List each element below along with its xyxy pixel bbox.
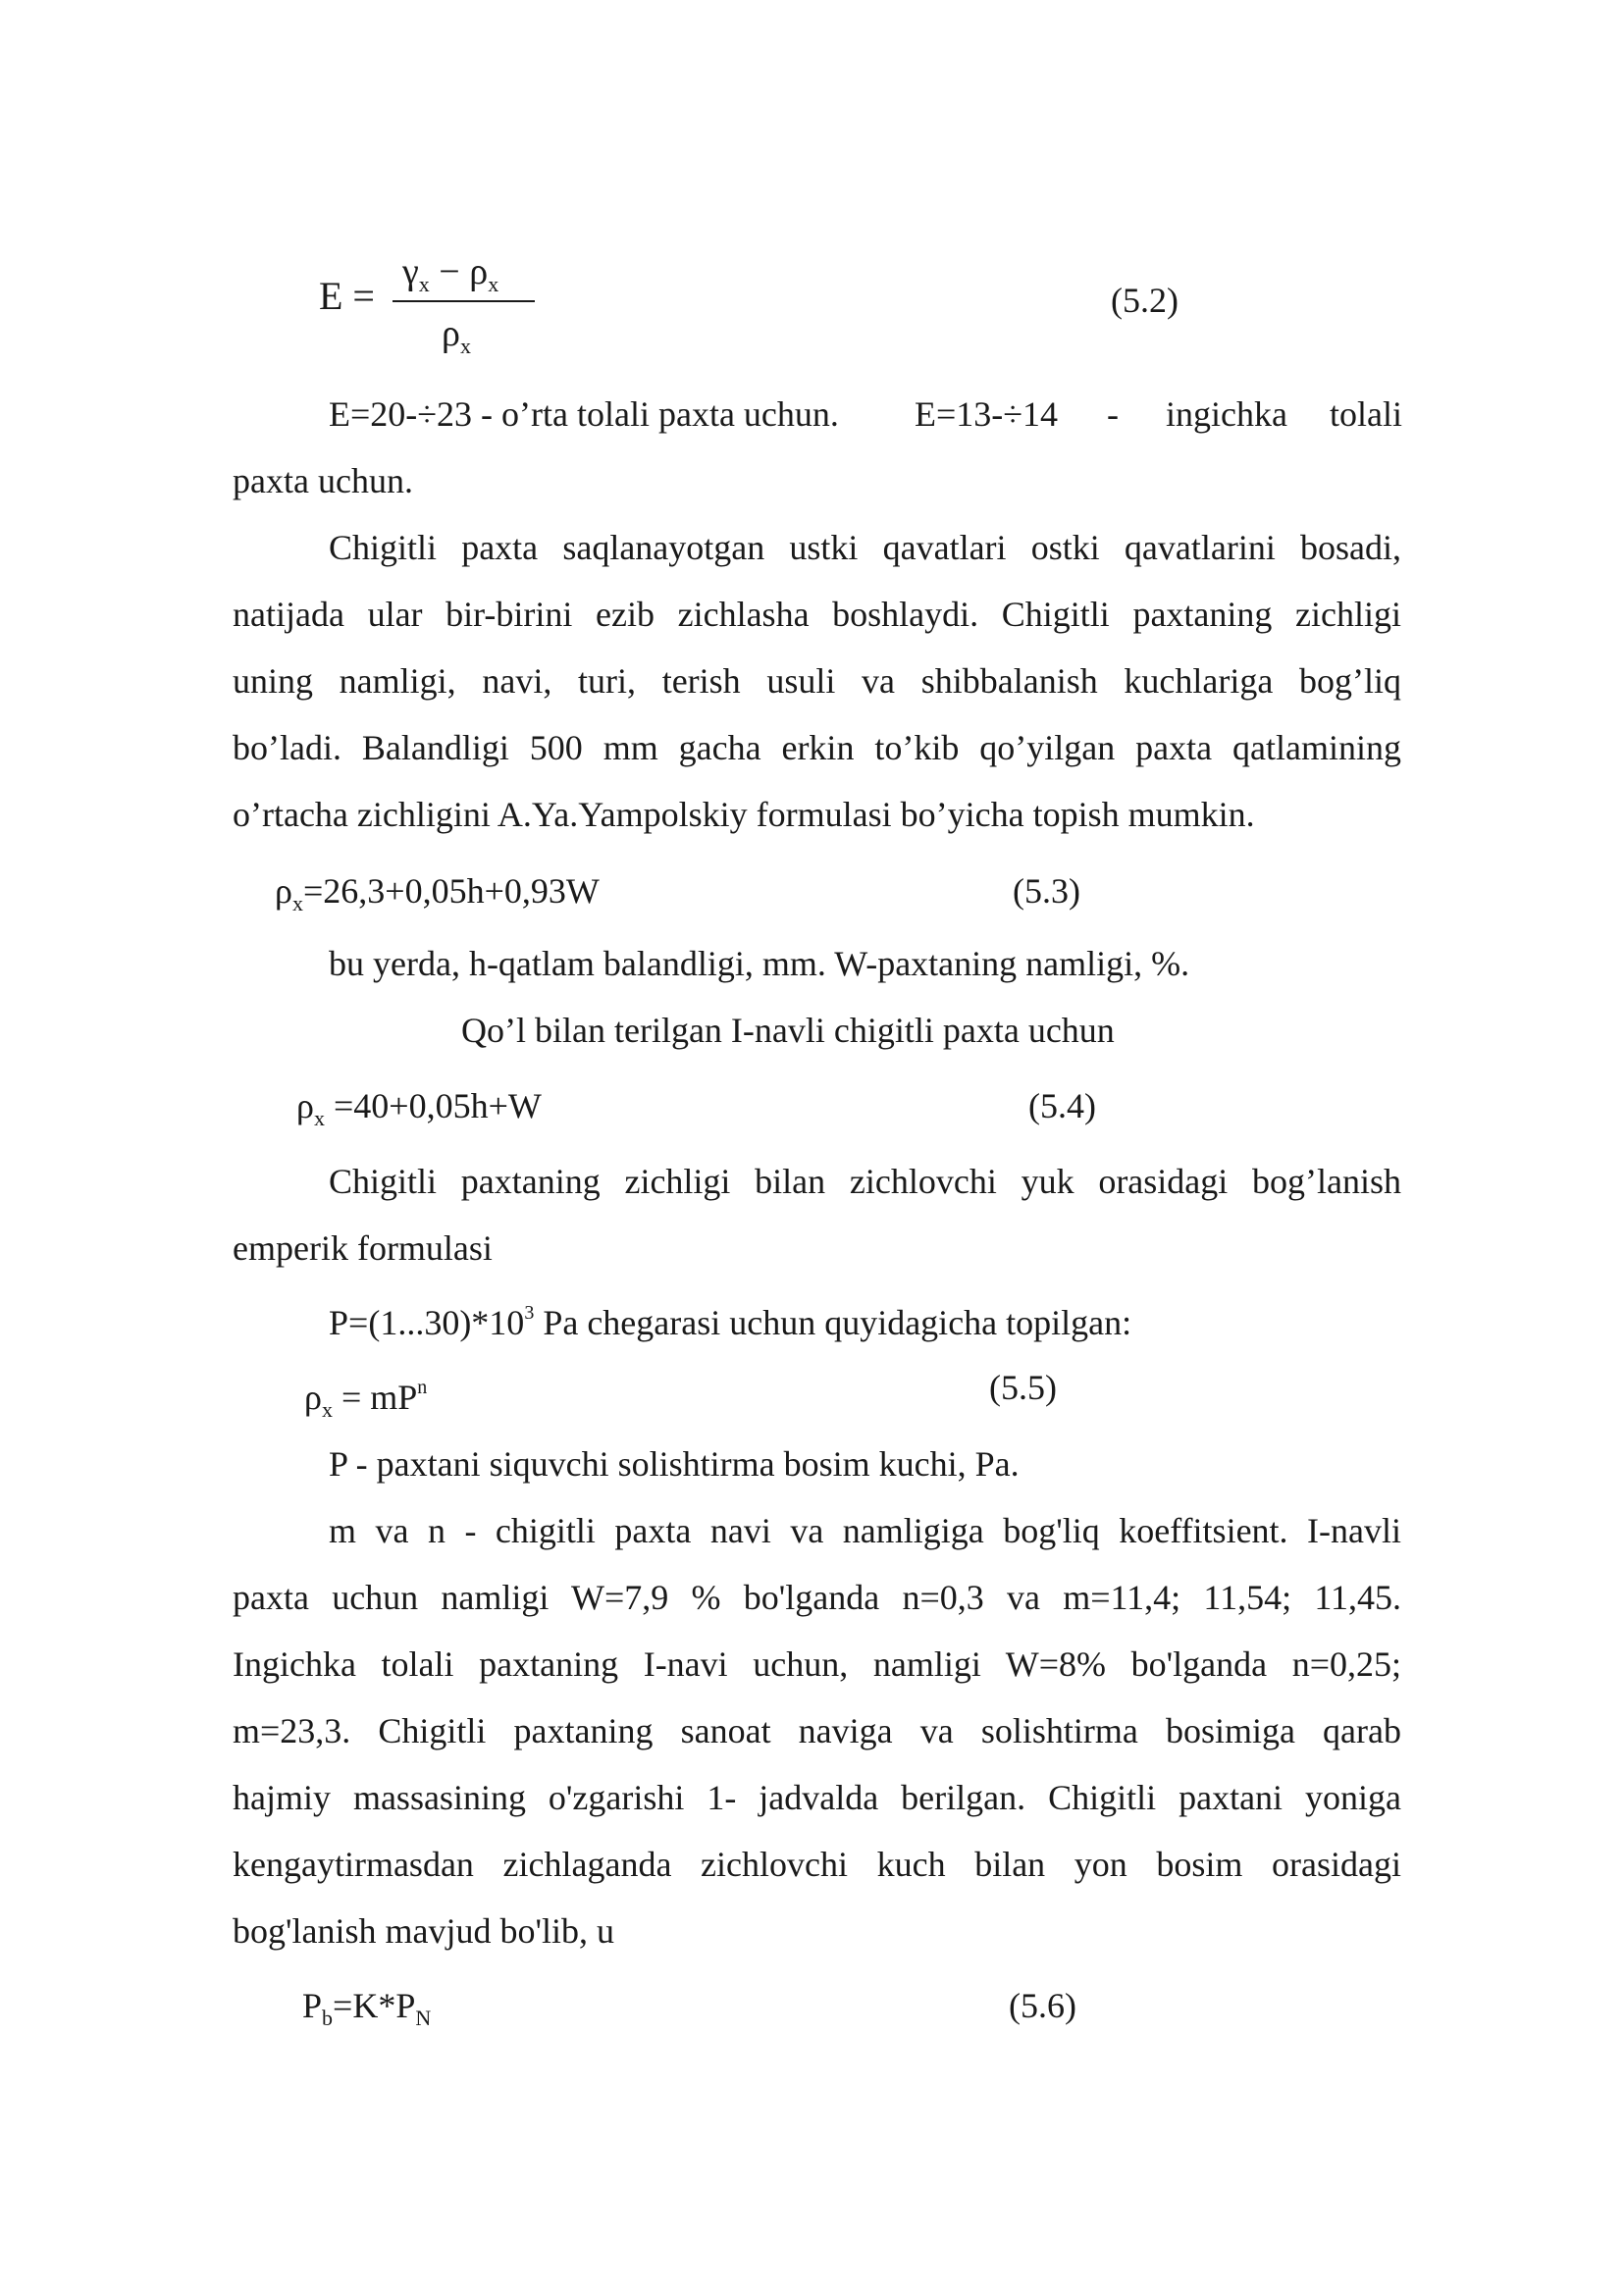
rho-subscript: x [313,1106,325,1130]
exponent-n: n [417,1377,428,1398]
p-symbol: P [302,1986,323,2025]
gamma-symbol: γ [402,251,419,292]
rho-symbol: ρ [442,313,460,354]
formula-5-3 [275,869,600,925]
equation-number-5-2: (5.2) [1111,281,1179,320]
para2-line1: Chigitli paxta saqlanayotgan ustki qavatlari ostki qavatlarini bosadi, [329,528,1401,567]
para4-line3: Ingichka tolali paxtaning I-navi uchun, namligi W=8% bo'lganda n=0,25; [233,1644,1401,1684]
para1-line2: paxta uchun. [233,461,413,500]
formula-5-6 [302,1984,431,2040]
rho-subscript: x [459,334,471,358]
para1-line1-d: ingichka [1166,394,1287,434]
formula-5-4-body: =40+0,05h+W [324,1086,542,1125]
para1-line1-a: E=20-÷23 - o’rta tolali paxta uchun. [329,394,839,434]
subscript-b: b [322,2006,334,2030]
para4-line2: paxta uchun namligi W=7,9 % bo'lganda n=0,3 va m=11,4; 11,54; 11,45. [233,1578,1401,1617]
para4-line1: m va n - chigitli paxta navi va namligiga bog'liq koeffitsient. I-navli [329,1511,1401,1550]
explain-5-3: bu yerda, h-qatlam balandligi, mm. W-paxtaning namligi, %. [329,944,1190,983]
gamma-subscript: x [418,272,430,296]
pressure-exponent: 3 [524,1302,535,1324]
pressure-range-line [329,1291,1131,1344]
formula-5-5-body: = mP [332,1378,418,1417]
para4-line5: hajmiy massasining o'zgarishi 1- jadvalda berilgan. Chigitli paxtani yoniga [233,1778,1401,1817]
fraction-bar [393,300,535,302]
rho-subscript: x [321,1397,333,1422]
para1-line1-e: tolali [1330,394,1402,434]
explain-5-5: P - paxtani siquvchi solishtirma bosim kuchi, Pa. [329,1444,1020,1484]
para4-line6: kengaytirmasdan zichlaganda zichlovchi kuch bilan yon bosim orasidagi [233,1845,1401,1884]
equation-number-5-4: (5.4) [1028,1086,1096,1125]
subscript-n: N [415,2006,432,2030]
equation-number-5-3: (5.3) [1013,871,1080,911]
center-heading: Qo’l bilan terilgan I-navli chigitli paxta uchun [461,1011,1115,1050]
para4-line7: bog'lanish mavjud bo'lib, u [233,1911,614,1951]
pressure-range-tail: Pa chegarasi uchun quyidagicha topilgan: [534,1303,1132,1342]
para1-line1-c: - [1107,394,1119,434]
para2-line2: natijada ular bir-birini ezib zichlasha boshlaydi. Chigitli paxtaning zichligi [233,595,1401,634]
para2-line5: o’rtacha zichligini A.Ya.Yampolskiy formulasi bo’yicha topish mumkin. [233,795,1255,834]
formula-5-3-body: =26,3+0,05h+0,93W [302,871,600,911]
equation-number-5-5: (5.5) [989,1368,1057,1407]
formula-5-2-lhs: E = [319,274,375,318]
para2-line3: uning namligi, navi, turi, terish usuli va shibbalanish kuchlariga bog’liq [233,661,1401,701]
para1-line1-b: E=13-÷14 [915,394,1059,434]
rho-symbol: ρ [275,871,292,911]
minus-operator: − [439,251,460,292]
formula-5-4 [296,1084,542,1140]
pressure-range-text: P=(1...30)*10 [329,1303,525,1342]
formula-5-5 [304,1366,427,1432]
formula-5-6-body: =K*P [333,1986,416,2025]
rho-symbol: ρ [469,251,489,292]
para3-line2: emperik formulasi [233,1228,493,1268]
equation-number-5-6: (5.6) [1009,1986,1076,2025]
rho-symbol: ρ [304,1378,322,1417]
para4-line4: m=23,3. Chigitli paxtaning sanoat naviga va solishtirma bosimiga qarab [233,1711,1401,1750]
rho-subscript: x [488,272,499,296]
formula-5-2-numerator [402,250,498,297]
formula-5-2-denominator [442,312,471,359]
para2-line4: bo’ladi. Balandligi 500 mm gacha erkin to’kib qo’yilgan paxta qatlamining [233,728,1401,767]
rho-symbol: ρ [296,1086,314,1125]
rho-subscript: x [291,891,303,915]
para3-line1: Chigitli paxtaning zichligi bilan zichlovchi yuk orasidagi bog’lanish [329,1162,1401,1201]
